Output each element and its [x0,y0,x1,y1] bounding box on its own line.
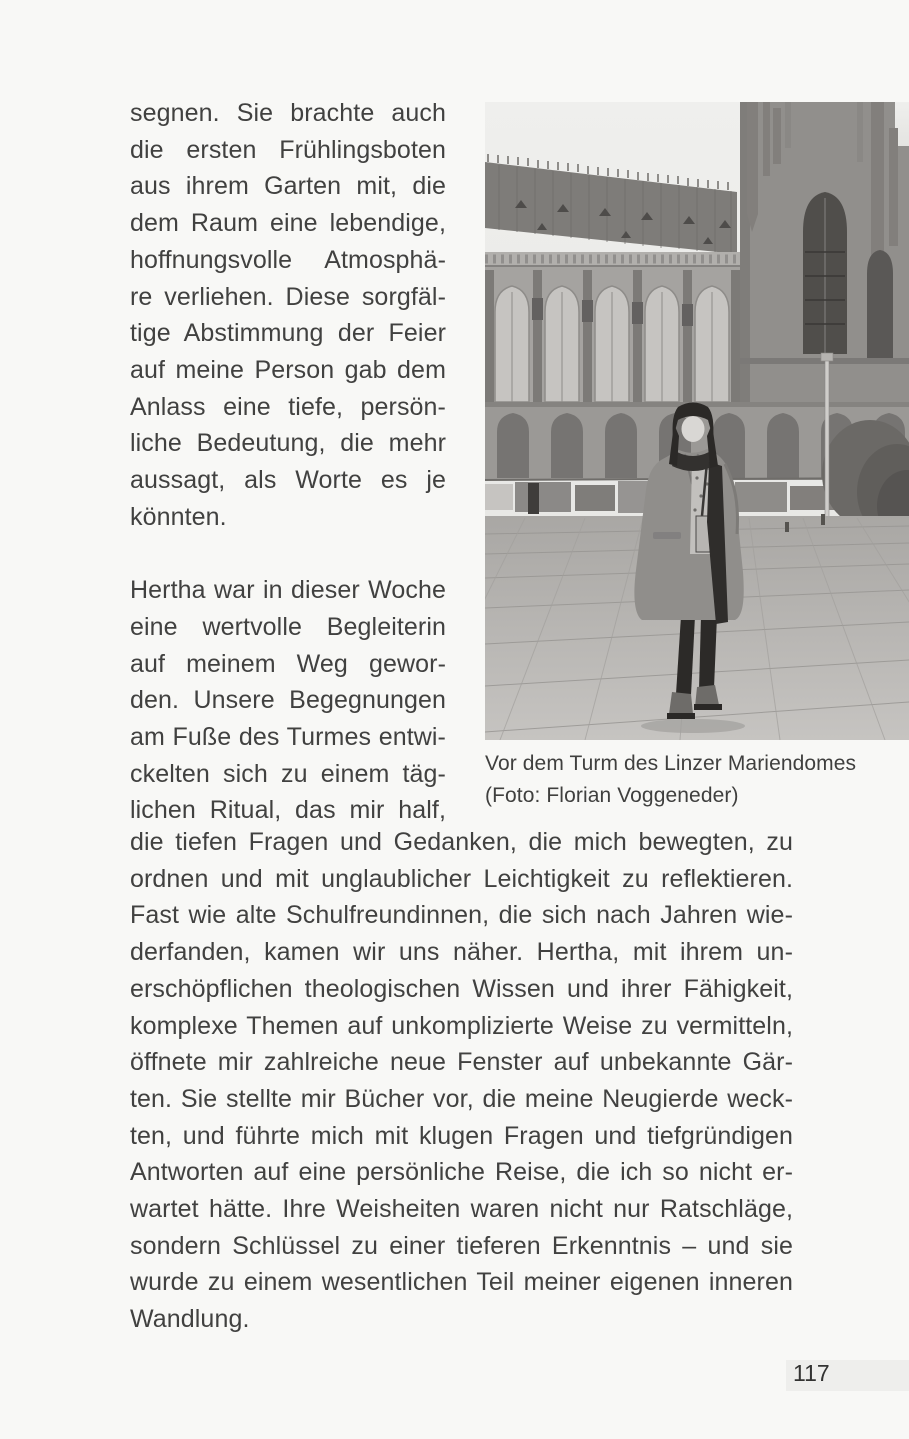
photo-figure [485,102,909,812]
shadow [641,719,745,733]
text-line: den. Unsere Begegnungen [130,686,446,715]
text-line: wartet hätte. Ihre Weisheiten waren nicht nur Ratschläge, [130,1195,793,1224]
text-line: auf meinem Weg gewor- [130,649,446,678]
text-line: die ersten Frühlingsboten [130,135,446,164]
text-line: könnten. [130,502,227,531]
cathedral-photo [485,102,909,740]
text-line: dem Raum eine lebendige, [130,209,446,238]
text-line: sondern Schlüssel zu einer tieferen Erkenntnis – und sie [130,1231,793,1260]
text-line: Hertha war in dieser Woche [130,576,446,605]
body-text [130,824,793,1338]
text-line: aus ihrem Garten mit, die [130,172,446,201]
paragraph-2 [130,572,446,829]
text-line: tige Abstimmung der Feier [130,319,446,348]
text-line: ten, und führte mich mit klugen Fragen und tiefgründigen [130,1121,793,1150]
text-line: auf meine Person gab dem [130,355,446,384]
text-line: Vor dem Turm des Linzer Mariendomes [485,752,857,775]
text-line: komplexe Themen auf unkomplizierte Weise zu vermitteln, [130,1011,793,1040]
text-line: ckelten sich zu einem täg- [130,759,446,788]
text-line: ordnen und mit unglaublicher Leichtigkeit zu reflektieren. [130,864,793,893]
text-line: (Foto: Florian Voggeneder) [485,784,739,807]
cathedral-facade [485,267,740,407]
text-line: wurde zu einem wesentlichen Teil meiner eigenen inneren [130,1268,793,1297]
paragraph-gap [130,535,446,572]
text-line: aussagt, als Worte es je [130,466,446,495]
text-line: eine wertvolle Begleiterin [130,612,446,641]
text-column [130,95,446,829]
text-line: segnen. Sie brachte auch [130,99,446,127]
text-line: ten. Sie stellte mir Bücher vor, die meine Neugierde weck- [130,1084,793,1113]
text-line: erschöpflichen theologischen Wissen und ihrer Fähigkeit, [130,974,793,1003]
text-line: Anlass eine tiefe, persön- [130,392,446,421]
text-line: hoffnungsvolle Atmosphä- [130,245,446,274]
text-line: Fast wie alte Schulfreundinnen, die sich nach Jahren wie- [130,901,793,930]
text-line: liche Bedeutung, die mehr [130,429,446,458]
cathedral-gallery [485,252,740,269]
text-line: die tiefen Fragen und Gedanken, die mich bewegten, zu [130,828,793,856]
text-line: Antworten auf eine persönliche Reise, die ich so nicht er- [130,1158,793,1187]
text-line: re verliehen. Diese sorgfäl- [130,282,446,311]
paragraph-1 [130,95,446,535]
page-number: 117 [793,1360,830,1386]
text-line: lichen Ritual, das mir half, [130,796,446,825]
text-line: Wandlung. [130,1305,250,1334]
text-line: öffnete mir zahlreiche neue Fenster auf unbekannte Gär- [130,1048,793,1077]
cathedral-tower [740,102,909,442]
text-line: derfanden, kamen wir uns näher. Hertha, mit ihrem un- [130,938,793,967]
text-line: am Fuße des Turmes entwi- [130,722,446,751]
photo-caption [485,748,909,812]
